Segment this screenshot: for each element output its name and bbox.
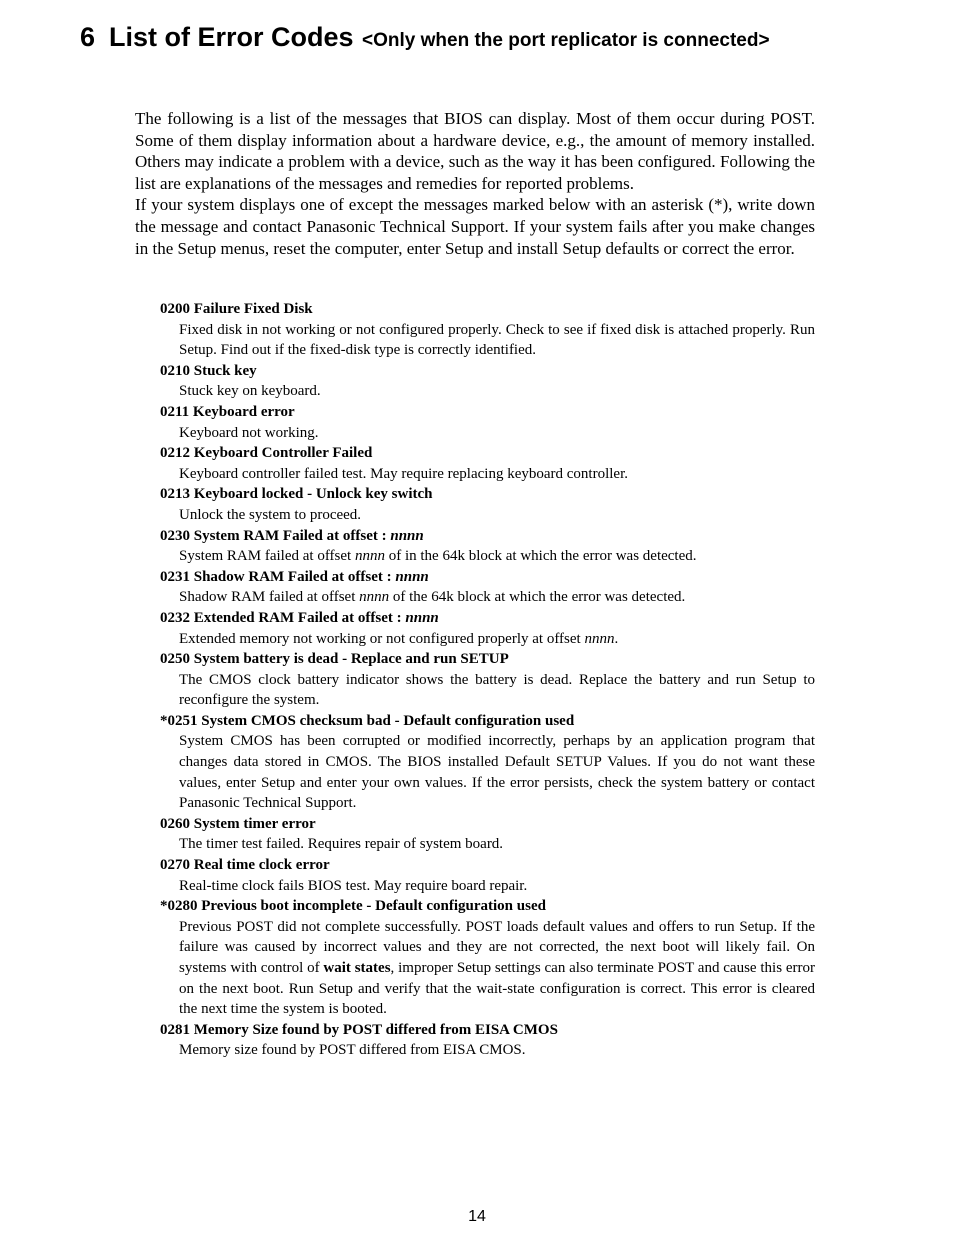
error-code-description: Keyboard controller failed test. May require replacing keyboard controller. [179,465,628,482]
error-entry-0230 [160,526,815,567]
error-code-title: 0230 System RAM Failed at offset : nnnn [160,527,424,544]
error-code-title: 0211 Keyboard error [160,403,295,420]
error-code-title: 0213 Keyboard locked - Unlock key switch [160,486,433,503]
error-code-description: System CMOS has been corrupted or modified incorrectly, perhaps by an application program that changes data stored in CMOS. The BIOS installed Default SETUP Values. If you do not want these values, enter Setup and enter your own values. If the error persists, check the system battery or contact Panasonic Technical Support. [179,733,815,812]
offset-variable: nnnn [584,630,615,647]
error-entry-0251 [160,711,815,814]
error-code-title: 0270 Real time clock error [160,857,330,874]
error-entry-0270 [160,855,815,896]
page-number: 14 [468,1208,486,1225]
offset-variable: nnnn [395,568,429,585]
section-subtitle: <Only when the port replicator is connected> [362,30,770,51]
error-entry-0280 [160,896,815,1020]
error-code-description: Previous POST did not complete successfully. POST loads default values and offers to run Setup. If the failure was caused by incorrect values and they are not corrected, the next boot will likely fail. On systems with control of wait states, improper Setup settings can also terminate POST and cause this error on the next boot. Run Setup and verify that the wait-state configuration is correct. This error is cleared the next time the system is booted. [179,918,816,1018]
section-number: 6 [80,22,96,52]
error-entry-0260 [160,814,815,855]
error-code-description: Unlock the system to proceed. [179,506,362,523]
error-entry-0212 [160,443,815,484]
error-code-title: *0280 Previous boot incomplete - Default configuration used [160,898,546,915]
intro-paragraph-1: The following is a list of the messages that BIOS can display. Most of them occur during POST. Some of them display information about a hardware device, e.g., the amount of memory installed. Others may indicate a problem with a device, such as the way it has been configured. Following the list are explanations of the messages and remedies for reported problems. [135,109,815,193]
error-code-title: 0260 System timer error [160,815,316,832]
offset-variable: nnnn [405,609,439,626]
error-code-title: 0231 Shadow RAM Failed at offset : nnnn [160,568,429,585]
offset-variable: nnnn [390,527,424,544]
error-code-description: System RAM failed at offset nnnn of in the 64k block at which the error was detected. [179,548,697,565]
error-code-description: Fixed disk in not working or not configured properly. Check to see if fixed disk is attached properly. Run Setup. Find out if the fixed-disk type is correctly identified. [179,321,815,359]
section-heading [80,22,940,53]
error-code-title: 0210 Stuck key [160,362,257,379]
error-code-title: 0281 Memory Size found by POST differed from EISA CMOS [160,1021,558,1038]
error-code-description: The CMOS clock battery indicator shows the battery is dead. Replace the battery and run Setup to reconfigure the system. [179,671,815,709]
error-entry-0250 [160,649,815,711]
section-title: List of Error Codes [109,22,354,52]
offset-variable: nnnn [354,548,385,565]
error-code-description: Stuck key on keyboard. [179,383,321,400]
error-entry-0231 [160,567,815,608]
error-code-description: Extended memory not working or not configured properly at offset nnnn. [179,630,619,647]
wait-states-term: wait states [323,960,391,976]
error-code-title: 0200 Failure Fixed Disk [160,301,313,317]
error-code-title: 0232 Extended RAM Failed at offset : nnnn [160,609,439,626]
error-entry-0210 [160,361,815,402]
offset-variable: nnnn [359,589,390,606]
error-code-list [160,299,815,1061]
error-code-title: 0212 Keyboard Controller Failed [160,445,373,462]
error-code-title: 0250 System battery is dead - Replace and run SETUP [160,651,509,668]
intro-paragraph-2: If your system displays one of except the messages marked below with an asterisk (*), write down the message and contact Panasonic Technical Support. If your system fails after you make changes in the Setup menus, reset the computer, enter Setup and install Setup defaults or correct the error. [135,195,815,258]
error-code-description: Shadow RAM failed at offset nnnn of the 64k block at which the error was detected. [179,589,686,606]
error-code-description: Real-time clock fails BIOS test. May require board repair. [179,877,528,894]
error-entry-0200 [160,299,815,361]
error-entry-0211 [160,402,815,443]
error-entry-0281 [160,1020,815,1061]
error-code-description: Memory size found by POST differed from EISA CMOS. [179,1042,526,1059]
error-entry-0232 [160,608,815,649]
error-entry-0213 [160,484,815,525]
error-code-description: The timer test failed. Requires repair of system board. [179,836,504,853]
error-code-description: Keyboard not working. [179,424,319,441]
intro-text [135,108,815,259]
error-code-title: *0251 System CMOS checksum bad - Default configuration used [160,712,575,729]
